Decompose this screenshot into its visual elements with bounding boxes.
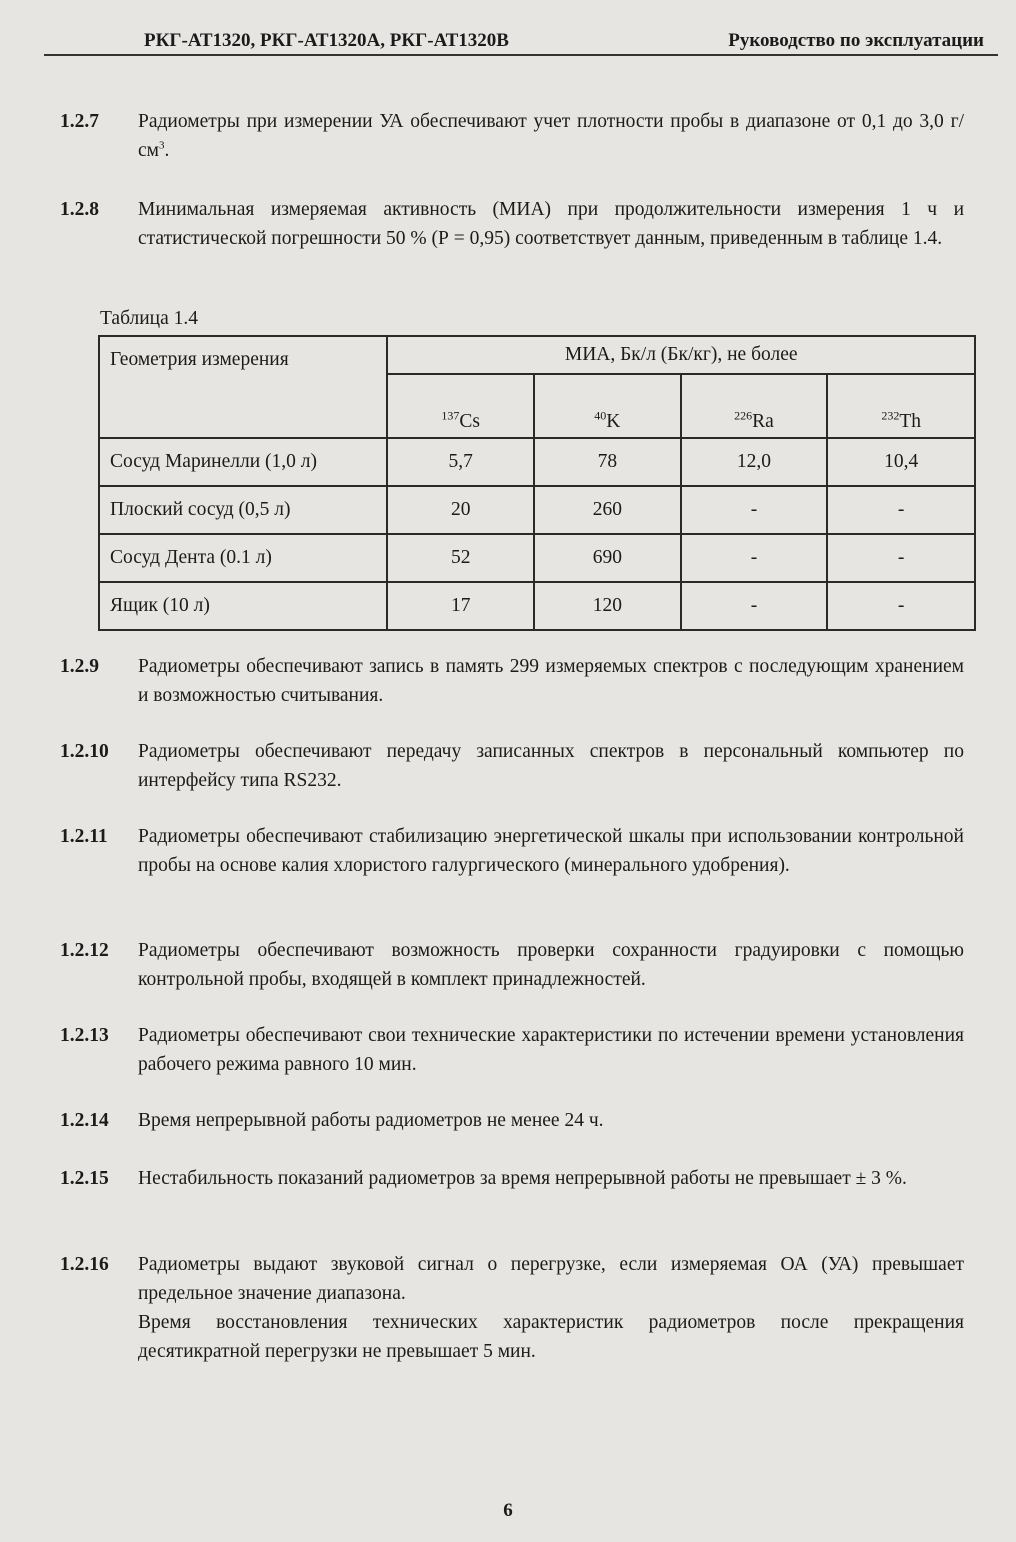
paragraph-1-2-12 (60, 936, 964, 994)
paragraph-1-2-16 (60, 1250, 964, 1366)
cell-k: 78 (534, 438, 681, 486)
cell-cs: 17 (387, 582, 534, 630)
paragraph-text: Время непрерывной работы радиометров не менее 24 ч. (138, 1110, 604, 1131)
table-row (99, 534, 975, 582)
paragraph-text: Радиометры при измерении УА обеспечивают учет плотности пробы в диапазоне от 0,1 до 3,0 $г/см^3$. (138, 111, 964, 161)
paragraph-1-2-9 (60, 652, 964, 710)
header-product: РКГ-АТ1320, РКГ-АТ1320А, РКГ-АТ1320В (144, 30, 509, 51)
isotope-cs137: $^{137}$Cs (387, 374, 534, 438)
paragraph-text: Минимальная измеряемая активность (МИА) при продолжительности измерения 1 ч и статистической погрешности 50 % (Р = 0,95) соответствует данным, приведенным в таблице 1.4. (138, 199, 964, 249)
cell-k: 120 (534, 582, 681, 630)
paragraph-text: Радиометры обеспечивают передачу записанных спектров в персональный компьютер по интерфейсу типа RS232. (138, 741, 964, 791)
cell-cs: 52 (387, 534, 534, 582)
header-doc-type: Руководство по эксплуатации (728, 30, 984, 51)
row-geometry: Сосуд Маринелли (1,0 л) (99, 438, 387, 486)
isotope-k40: $^{40}$K (534, 374, 681, 438)
cell-th: - (827, 486, 975, 534)
table-caption: Таблица 1.4 (100, 308, 199, 329)
cell-th: 10,4 (827, 438, 975, 486)
paragraph-number: 1.2.13 (60, 1025, 109, 1046)
cell-ra: 12,0 (681, 438, 828, 486)
paragraph-1-2-14 (60, 1106, 964, 1135)
page-number: 6 (503, 1500, 513, 1521)
paragraph-text-continued: Время восстановления технических характеристик радиометров после прекращения десятикратной перегрузки не превышает 5 мин. (138, 1312, 964, 1362)
paragraph-number: 1.2.7 (60, 111, 99, 132)
header-geometry: Геометрия измерения (99, 336, 387, 438)
paragraph-1-2-7 (60, 107, 964, 165)
row-geometry: Сосуд Дента (0.1 л) (99, 534, 387, 582)
cell-k: 690 (534, 534, 681, 582)
paragraph-number: 1.2.11 (60, 826, 108, 847)
cell-th: - (827, 582, 975, 630)
table-row (99, 582, 975, 630)
mia-table (98, 335, 976, 631)
paragraph-number: 1.2.8 (60, 199, 99, 220)
paragraph-text: Радиометры обеспечивают возможность проверки сохранности градуировки с помощью контрольной пробы, входящей в комплект принадлежностей. (138, 940, 964, 990)
paragraph-1-2-11 (60, 822, 964, 880)
paragraph-text: Нестабильность показаний радиометров за время непрерывной работы не превышает ± 3 %. (138, 1168, 907, 1189)
table-row (99, 486, 975, 534)
header-mia: МИА, Бк/л (Бк/кг), не более (387, 336, 975, 374)
cell-ra: - (681, 486, 828, 534)
cell-cs: 20 (387, 486, 534, 534)
paragraph-text: Радиометры обеспечивают стабилизацию энергетической шкалы при использовании контрольной пробы на основе калия хлористого галургического (минерального удобрения). (138, 826, 964, 876)
cell-th: - (827, 534, 975, 582)
isotope-th232: $^{232}$Th (827, 374, 975, 438)
paragraph-number: 1.2.10 (60, 741, 109, 762)
table-row (99, 438, 975, 486)
cell-ra: - (681, 582, 828, 630)
paragraph-1-2-10 (60, 737, 964, 795)
paragraph-number: 1.2.15 (60, 1168, 109, 1189)
paragraph-1-2-8 (60, 195, 964, 253)
paragraph-number: 1.2.16 (60, 1254, 109, 1275)
row-geometry: Ящик (10 л) (99, 582, 387, 630)
cell-ra: - (681, 534, 828, 582)
paragraph-1-2-13 (60, 1021, 964, 1079)
paragraph-text: Радиометры обеспечивают свои технические характеристики по истечении времени установления рабочего режима равного 10 мин. (138, 1025, 964, 1075)
paragraph-text: Радиометры выдают звуковой сигнал о перегрузке, если измеряемая ОА (УА) превышает предельное значение диапазона. (138, 1254, 964, 1304)
cell-k: 260 (534, 486, 681, 534)
paragraph-1-2-15 (60, 1164, 964, 1193)
cell-cs: 5,7 (387, 438, 534, 486)
paragraph-number: 1.2.14 (60, 1110, 109, 1131)
row-geometry: Плоский сосуд (0,5 л) (99, 486, 387, 534)
paragraph-text: Радиометры обеспечивают запись в память 299 измеряемых спектров с последующим хранением и возможностью считывания. (138, 656, 964, 706)
paragraph-number: 1.2.9 (60, 656, 99, 677)
page-header (44, 30, 998, 56)
isotope-ra226: $^{226}$Ra (681, 374, 828, 438)
paragraph-number: 1.2.12 (60, 940, 109, 961)
